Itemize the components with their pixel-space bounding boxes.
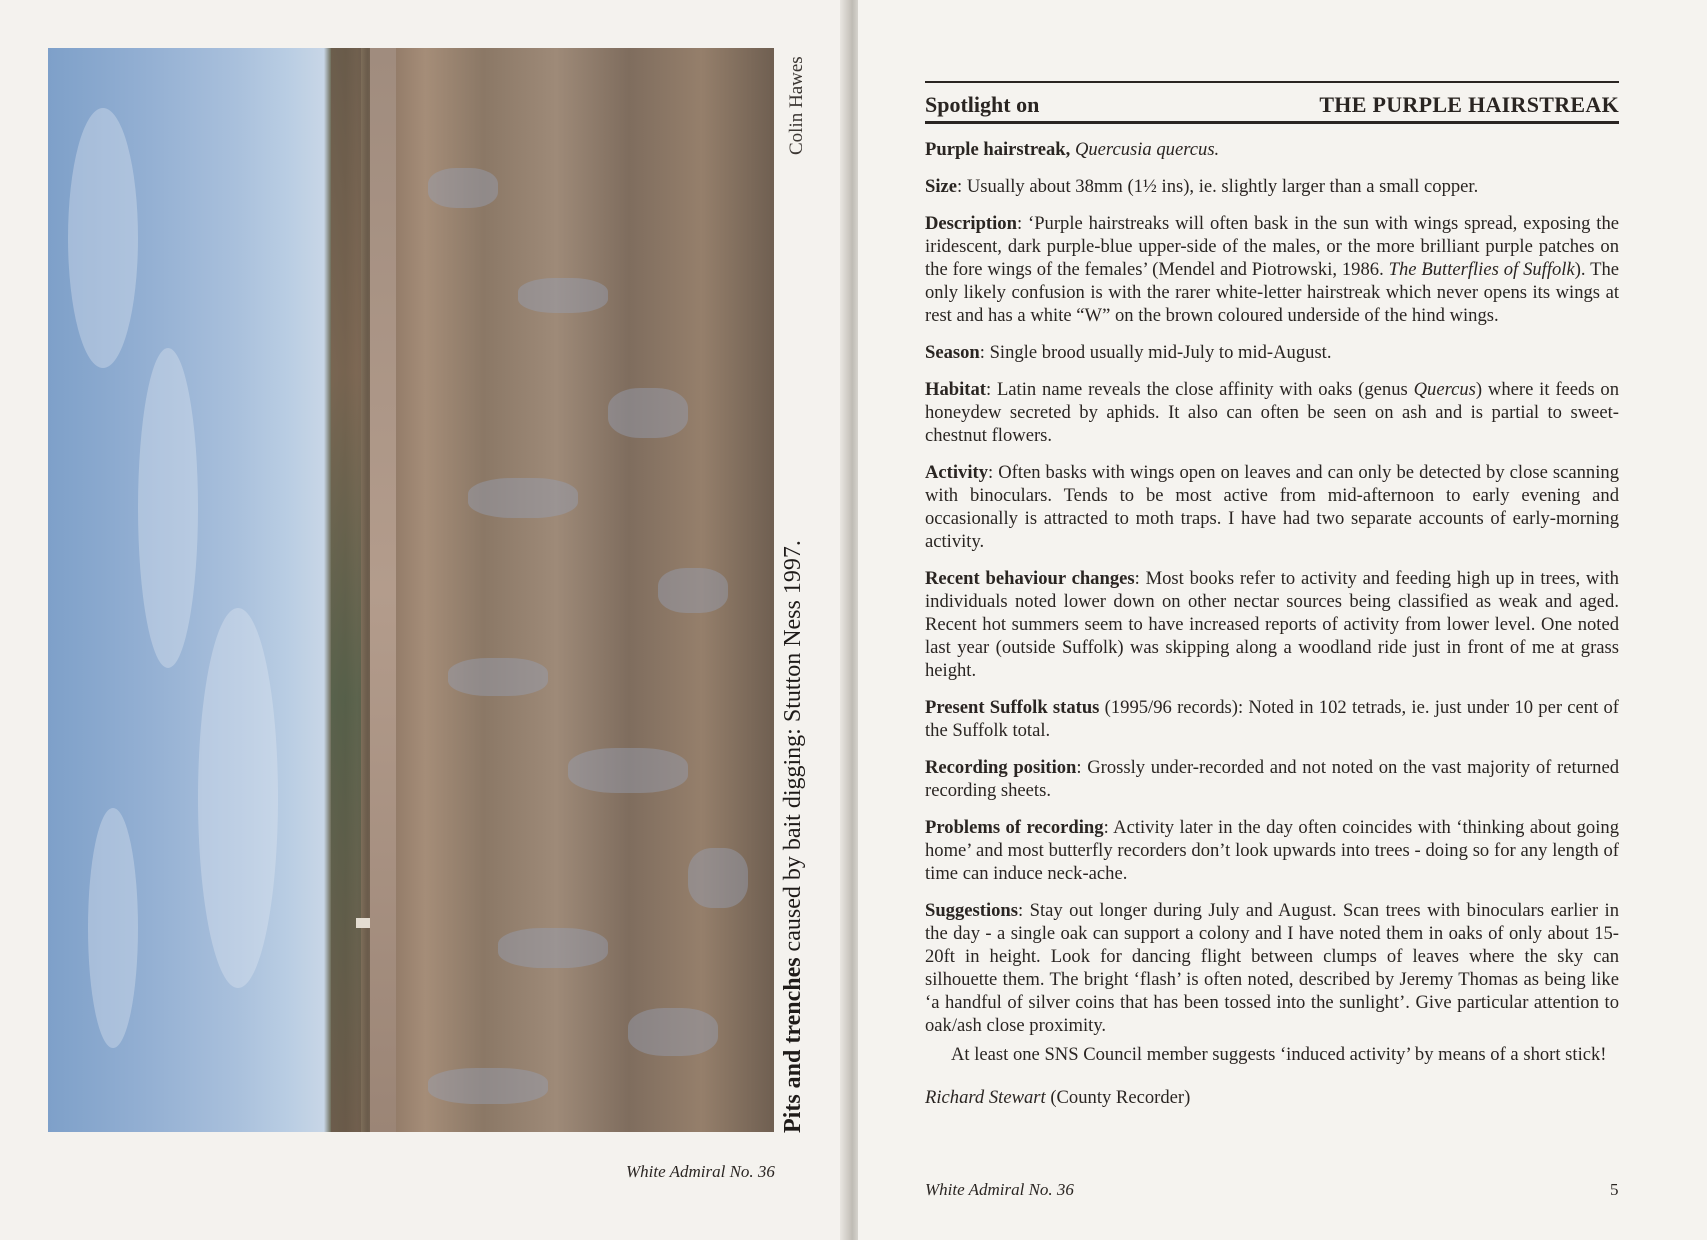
suggestions-label: Suggestions (925, 900, 1018, 921)
recording-label: Recording position (925, 757, 1077, 778)
size-text: : Usually about 38mm (1½ ins), ie. slightly larger than a small copper. (957, 176, 1479, 197)
header-rule-top (925, 81, 1619, 83)
problems-text: : Activity later in the day often coincides with ‘thinking about going home’ and most butterfly recorders don’t look upwards into trees - doing so for any length of time can induce neck-ache. (925, 817, 1619, 884)
mud-patch (688, 848, 748, 908)
photo-caption (778, 540, 808, 1133)
caption-rest: caused by bait digging: Stutton Ness 1997. (780, 540, 806, 958)
shoreline (370, 48, 396, 1132)
recent-behaviour-label: Recent behaviour changes (925, 568, 1135, 589)
season-paragraph (925, 341, 1619, 364)
left-page (0, 0, 848, 1240)
mud-patch (628, 1008, 718, 1056)
description-text-1: : ‘Purple hairstreaks will often bask in the sun with wings spread, exposing the iridescent, dark purple-blue upper-side of the males, or the more brilliant purple patches on the fore wings of the females’ (Mendel and Piotrowski, 1986. (925, 213, 1619, 280)
size-label: Size (925, 176, 958, 197)
mud-patch (498, 928, 608, 968)
recording-text: : Grossly under-recorded and not noted on the vast majority of returned recording sheets. (925, 757, 1619, 801)
cloud (88, 808, 138, 1048)
mud-patch (448, 658, 548, 696)
habitat-paragraph (925, 378, 1619, 447)
recent-behaviour-text: : Most books refer to activity and feeding high up in trees, with individuals noted lower down on other nectar sources being classified as weak and aged. Recent hot summers seem to have increased reports of activity from lower level. One noted last year (outside Suffolk) was skipping along a woodland ride just in front of me at grass height. (925, 568, 1619, 681)
habitat-genus: Quercus (1413, 379, 1476, 400)
habitat-text-1: : Latin name reveals the close affinity with oaks (genus (985, 379, 1414, 400)
species-title (925, 138, 1619, 161)
closing-paragraph: At least one SNS Council member suggests ‘induced activity’ by means of a short stick! (951, 1044, 1607, 1065)
suggestions-text: : Stay out longer during July and August. Scan trees with binoculars earlier in the day - a single oak can support a colony and I have noted them in oaks of only about 15-20ft in height. Look for dancing flight between clumps of leaves where the sky can silhouette them. The bright ‘flash’ is often noted, described by Jeremy Thomas as being like ‘a handful of silver coins that has been tossed into the sunlight’. Give particular attention to oak/ash close proximity. (925, 900, 1619, 1036)
season-text: : Single brood usually mid-July to mid-August. (979, 342, 1332, 363)
status-text: (1995/96 records): Noted in 102 tetrads, ie. just under 10 per cent of the Suffolk total. (925, 697, 1619, 741)
species-common-name: Purple hairstreak, (925, 139, 1075, 160)
caption-bold: Pits and trenches (780, 957, 806, 1133)
description-book-title: The Butterflies of Suffolk (1388, 259, 1575, 280)
recording-paragraph (925, 756, 1619, 802)
size-paragraph (925, 175, 1619, 198)
mud-patch (608, 388, 688, 438)
author-role: (County Recorder) (1045, 1087, 1191, 1108)
activity-paragraph (925, 461, 1619, 553)
description-paragraph (925, 212, 1619, 327)
cloud (68, 108, 138, 368)
mud-patch (568, 748, 688, 793)
recent-behaviour-paragraph (925, 567, 1619, 682)
church-spire (356, 918, 370, 928)
description-text-2: ). The only likely confusion is with the rarer white-letter hairstreak which never opens its wings at rest and has a white “W” on the brown coloured underside of the hind wings. (925, 259, 1620, 326)
column-label: Spotlight on (925, 92, 1040, 117)
signature (925, 1086, 1619, 1109)
article-title: THE PURPLE HAIRSTREAK (1319, 92, 1619, 117)
left-footer: White Admiral No. 36 (626, 1162, 775, 1181)
header-rule-bottom (925, 121, 1619, 124)
mud-patch (658, 568, 728, 613)
species-latin-name: Quercusia quercus. (1074, 139, 1220, 160)
suggestions-paragraph (925, 899, 1619, 1037)
tree-line (331, 48, 361, 1132)
right-footer: White Admiral No. 36 (925, 1180, 1074, 1199)
mud-patch (428, 168, 498, 208)
mud-patch (468, 478, 578, 518)
habitat-text-2: ) where it feeds on honeydew secreted by aphids. It also can often be seen on ash and is partial to sweet-chestnut flowers. (925, 379, 1619, 446)
habitat-label: Habitat (925, 379, 986, 400)
problems-paragraph (925, 816, 1619, 885)
problems-label: Problems of recording (925, 817, 1104, 838)
cloud (198, 608, 278, 988)
page-number: 5 (1610, 1180, 1619, 1199)
status-label: Present Suffolk status (925, 697, 1100, 718)
status-paragraph (925, 696, 1619, 742)
season-label: Season (925, 342, 980, 363)
author-name: Richard Stewart (925, 1087, 1046, 1108)
photo-credit: Colin Hawes (786, 56, 807, 155)
article-body (925, 138, 1619, 1123)
activity-label: Activity (925, 462, 988, 483)
mud-patch (518, 278, 608, 313)
cloud (138, 348, 198, 668)
activity-text: : Often basks with wings open on leaves and can only be detected by close scanning with binoculars. Tends to be most active from mid-afternoon to early evening and occasionally is attracted to moth traps. I have had two separate accounts of early-morning activity. (925, 462, 1619, 552)
estuary-photo (48, 48, 774, 1132)
description-label: Description (925, 213, 1017, 234)
mud-patch (428, 1068, 548, 1104)
